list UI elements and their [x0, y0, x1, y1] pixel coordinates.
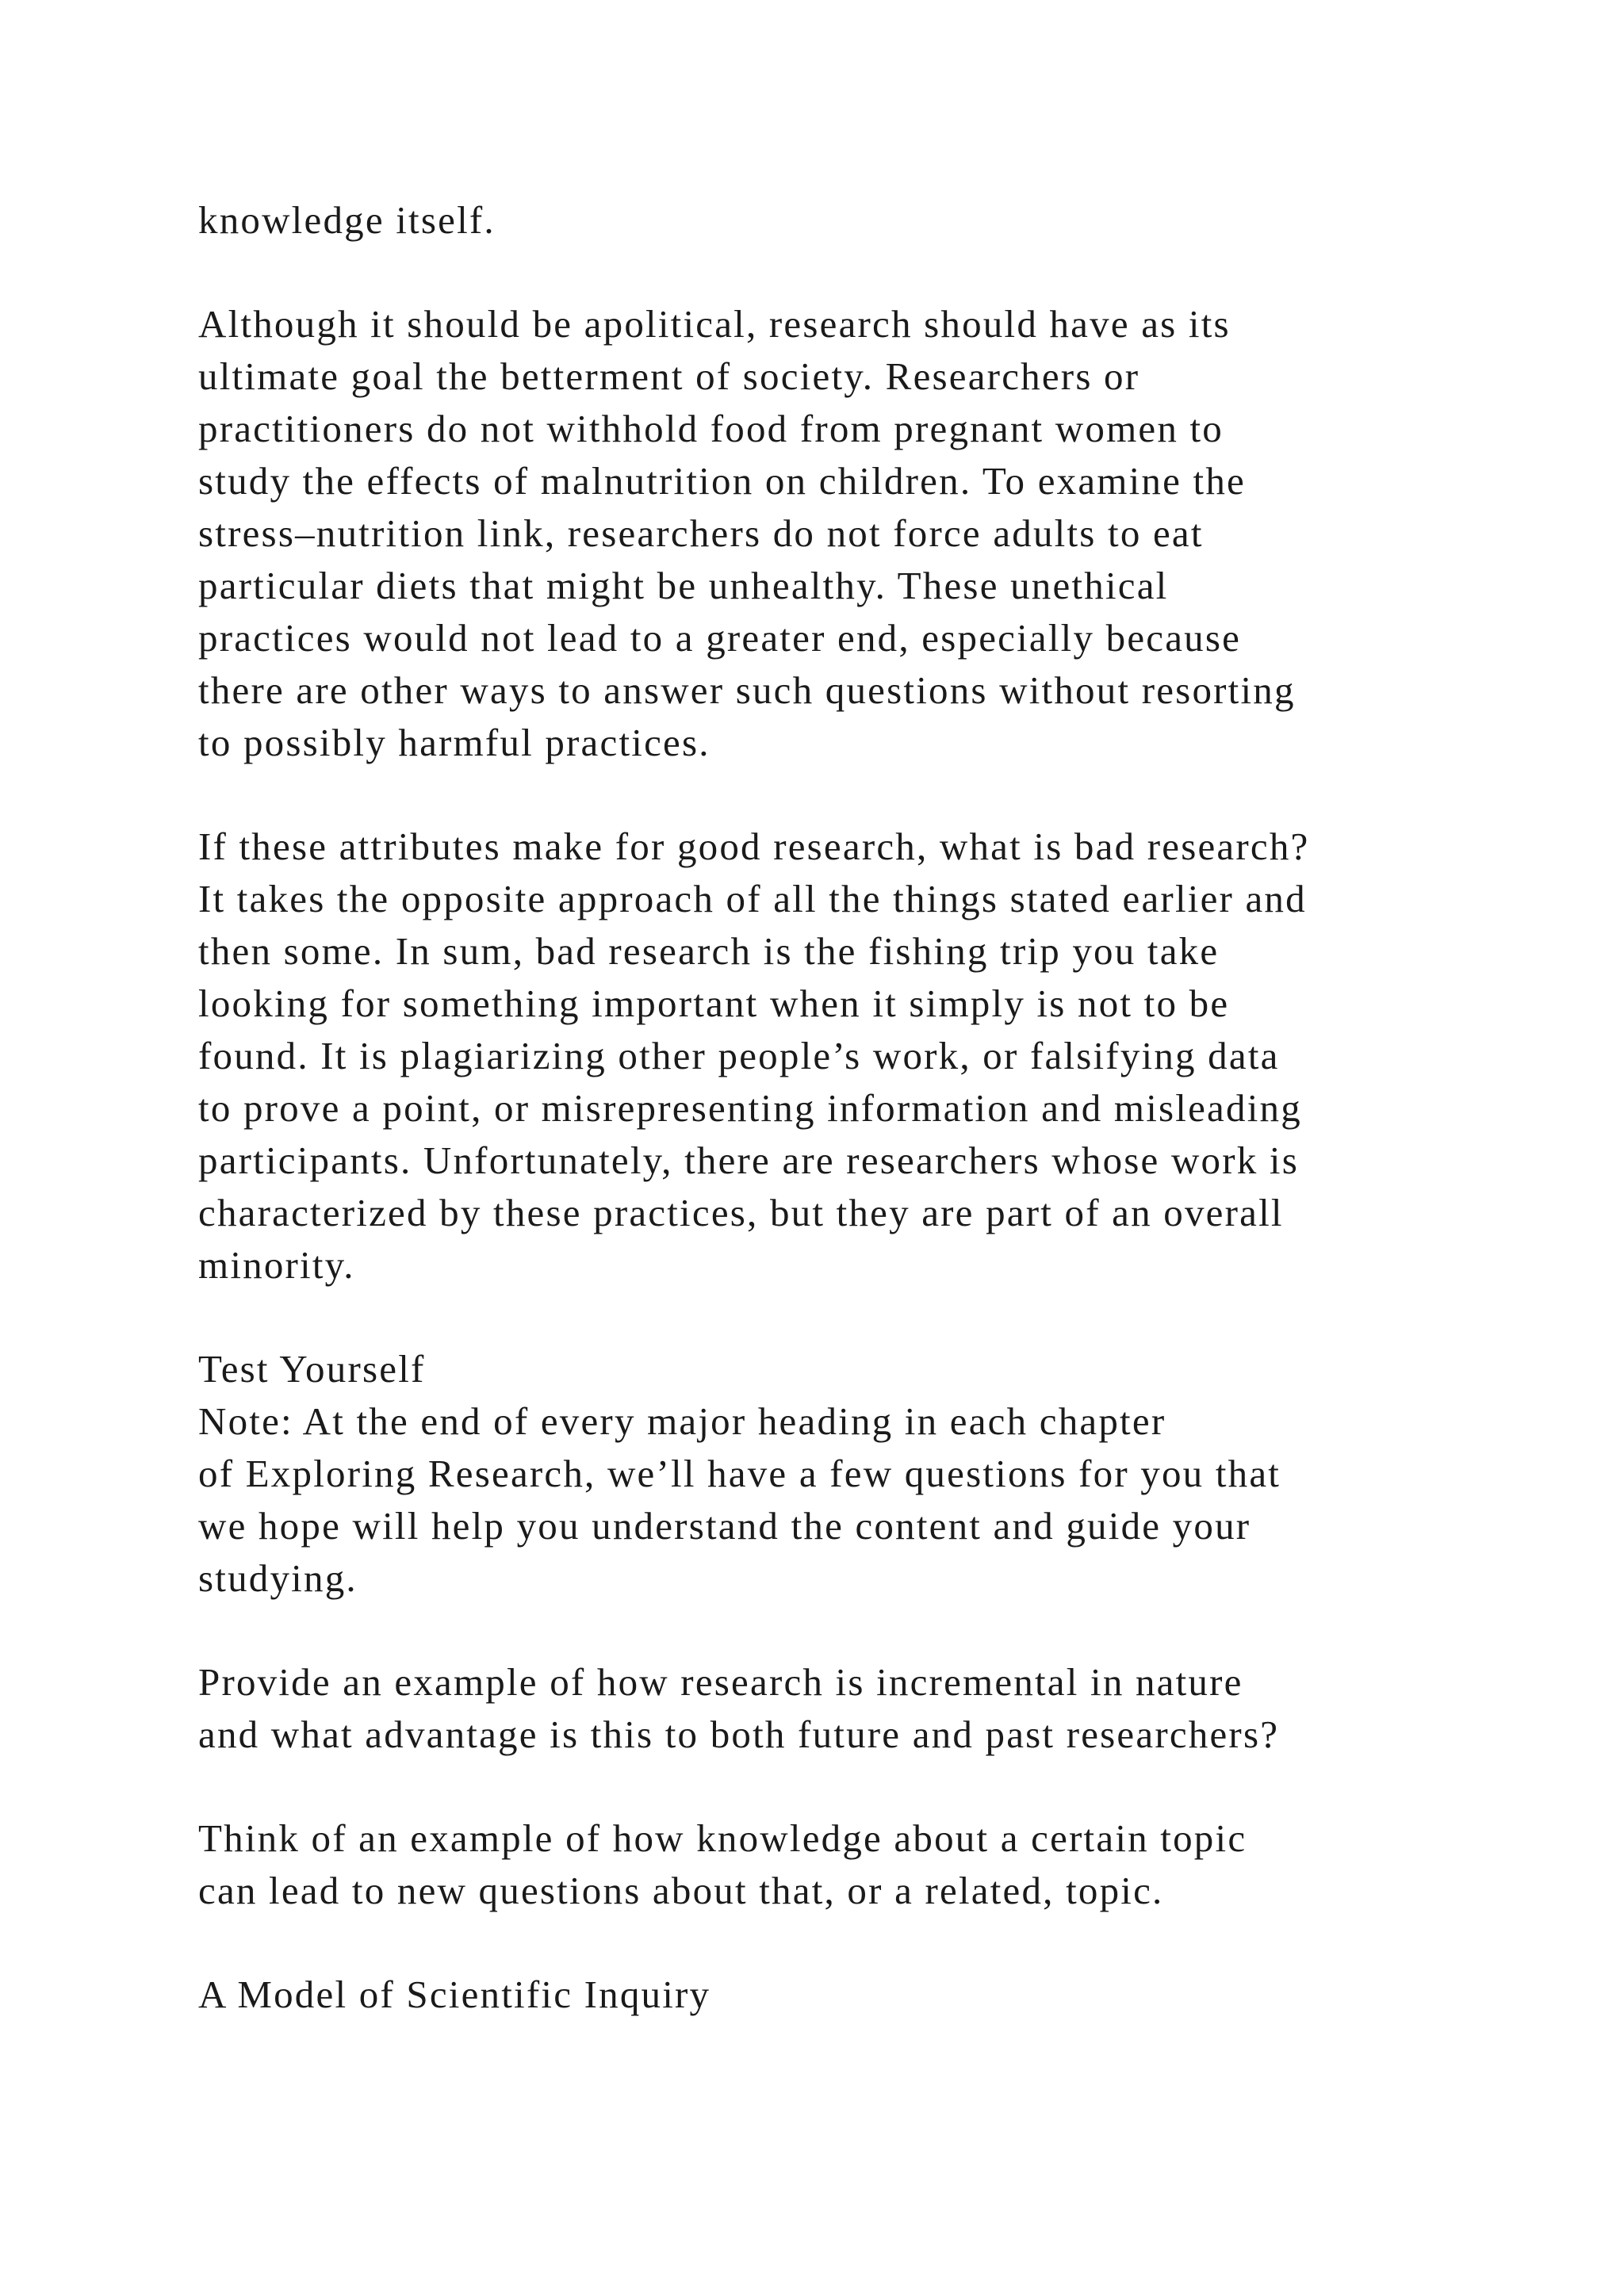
text-line: of Exploring Research, we’ll have a few questions for you that	[198, 1452, 1281, 1495]
text-line: we hope will help you understand the content and guide your	[198, 1504, 1251, 1548]
text-line: Think of an example of how knowledge about a certain topic	[198, 1816, 1247, 1860]
section-heading-block	[198, 1969, 1507, 2021]
document-body	[198, 194, 1507, 2021]
text-line: then some. In sum, bad research is the fishing trip you take	[198, 929, 1220, 973]
text-line: found. It is plagiarizing other people’s work, or falsifying data	[198, 1034, 1280, 1077]
text-line: ultimate goal the betterment of society. Researchers or	[198, 354, 1140, 398]
text-line: to possibly harmful practices.	[198, 721, 710, 764]
paragraph-gap	[198, 247, 1507, 298]
section-heading: A Model of Scientific Inquiry	[198, 1973, 711, 2016]
text-line: practitioners do not withhold food from pregnant women to	[198, 407, 1224, 450]
text-line: knowledge itself.	[198, 198, 496, 242]
text-line: study the effects of malnutrition on children. To examine the	[198, 459, 1246, 503]
text-line: there are other ways to answer such questions without resorting	[198, 668, 1296, 712]
paragraph-apolitical-research	[198, 298, 1507, 769]
text-line: can lead to new questions about that, or a related, topic.	[198, 1869, 1164, 1912]
text-line: studying.	[198, 1556, 358, 1600]
text-line: stress–nutrition link, researchers do not force adults to eat	[198, 511, 1204, 555]
test-yourself-section	[198, 1343, 1507, 1605]
text-line: Although it should be apolitical, research should have as its	[198, 302, 1231, 346]
text-line: minority.	[198, 1243, 355, 1287]
text-line: Provide an example of how research is incremental in nature	[198, 1660, 1243, 1704]
text-line: looking for something important when it simply is not to be	[198, 982, 1230, 1025]
question-incremental-research	[198, 1656, 1507, 1761]
paragraph-gap	[198, 1292, 1507, 1343]
text-line: Note: At the end of every major heading in each chapter	[198, 1399, 1166, 1443]
paragraph-gap	[198, 1605, 1507, 1656]
text-line: If these attributes make for good research, what is bad research?	[198, 825, 1310, 868]
text-line: characterized by these practices, but they are part of an overall	[198, 1191, 1284, 1234]
paragraph-gap	[198, 1917, 1507, 1969]
paragraph-bad-research	[198, 821, 1507, 1292]
question-knowledge-topic	[198, 1812, 1507, 1917]
test-yourself-heading: Test Yourself	[198, 1347, 426, 1391]
paragraph-gap	[198, 769, 1507, 821]
paragraph-continuation	[198, 194, 1507, 247]
text-line: particular diets that might be unhealthy. These unethical	[198, 564, 1169, 607]
text-line: It takes the opposite approach of all the things stated earlier and	[198, 877, 1307, 920]
text-line: and what advantage is this to both future and past researchers?	[198, 1712, 1280, 1756]
text-line: participants. Unfortunately, there are researchers whose work is	[198, 1138, 1299, 1182]
text-line: practices would not lead to a greater end, especially because	[198, 616, 1242, 660]
text-line: to prove a point, or misrepresenting information and misleading	[198, 1086, 1302, 1130]
paragraph-gap	[198, 1761, 1507, 1812]
